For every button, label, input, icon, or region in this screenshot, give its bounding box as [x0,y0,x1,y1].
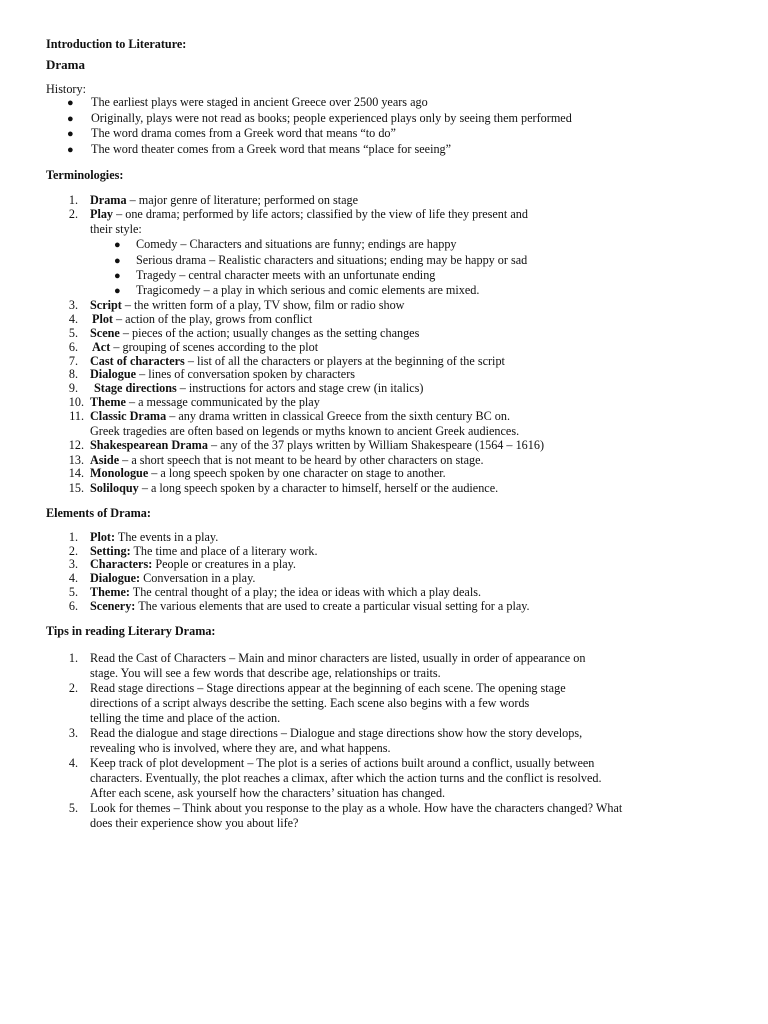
item-number: 5. [68,326,78,340]
play-type-text: Tragedy – central character meets with an unfortunate ending [136,268,436,282]
bullet-icon: ● [114,270,121,282]
tip-line: telling the time and place of the action. [90,711,281,725]
term: Plot: [90,530,116,544]
term-definition: – any of the 37 plays written by William Shakespeare (1564 – 1616) [210,438,544,452]
tip-line: directions of a script always describe the setting. Each scene also begins with a few words [90,696,530,710]
term: Soliloquy [90,481,139,495]
term-definition: – grouping of scenes according to the plot [113,340,319,354]
term-definition: – lines of conversation spoken by characters [139,367,356,381]
term-definition: – a long speech spoken by one character on stage to another. [151,466,446,480]
item-number: 8. [68,367,78,381]
item-number: 6. [68,340,78,354]
tips-heading: Tips in reading Literary Drama: [46,624,216,638]
history-label: History: [46,82,86,96]
item-number: 1. [68,651,78,665]
item-number: 13. [68,453,84,467]
tip-line: revealing who is involved, where they are, and what happens. [90,741,391,755]
tip-line: stage. You will see a few words that describe age, relationships or traits. [90,666,441,680]
tip-line: characters. Eventually, the plot reaches a climax, after which the action turns and the conflict is resolved. [90,771,602,785]
tip-line: Keep track of plot development – The plot is a series of actions built around a conflict, usually between [90,756,595,770]
tip-line: Read stage directions – Stage directions appear at the beginning of each scene. The opening stage [90,681,566,695]
item-number: 2. [68,207,78,221]
term: Play [90,207,114,221]
bullet-icon: ● [114,285,121,297]
item-number: 1. [68,530,78,544]
term-definition: – major genre of literature; performed on stage [129,193,359,207]
term: Script [90,298,122,312]
term: Stage directions [94,381,177,395]
term: Drama [90,193,127,207]
history-item-text: Originally, plays were not read as books; people experienced plays only by seeing them performed [91,111,572,125]
play-type-text: Tragicomedy – a play in which serious and comic elements are mixed. [136,283,480,297]
bullet-icon: ● [67,97,74,109]
item-number: 2. [68,681,78,695]
term: Scene [90,326,120,340]
term: Monologue [90,466,149,480]
term-definition: – a short speech that is not meant to be heard by other characters on stage. [122,453,484,467]
term: Scenery: [90,599,136,613]
tip-line: Read the dialogue and stage directions – Dialogue and stage directions show how the story develops, [90,726,583,740]
term-definition: – instructions for actors and stage crew (in italics) [179,381,424,395]
item-number: 11. [69,409,84,423]
term: Setting: [90,544,131,558]
term-definition: – a message communicated by the play [128,395,320,409]
term-definition: – any drama written in classical Greece from the sixth century BC on. [169,409,511,423]
term-definition: – pieces of the action; usually changes as the setting changes [122,326,420,340]
term: Characters: [90,557,153,571]
term-definition: – one drama; performed by life actors; classified by the view of life they present and [116,207,528,221]
item-number: 12. [68,438,84,452]
item-number: 7. [68,354,78,368]
tip-line: Read the Cast of Characters – Main and minor characters are listed, usually in order of appearance on [90,651,586,665]
item-number: 5. [68,585,78,599]
item-number: 4. [68,571,78,585]
course-title: Introduction to Literature: [46,37,187,51]
play-type-text: Serious drama – Realistic characters and situations; ending may be happy or sad [136,253,528,267]
item-number: 15. [68,481,84,495]
item-number: 4. [68,756,78,770]
term: Dialogue [90,367,137,381]
term-definition: The events in a play. [117,530,219,544]
item-number: 3. [68,726,78,740]
item-number: 9. [68,381,78,395]
history-item-text: The earliest plays were staged in ancient Greece over 2500 years ago [91,95,428,109]
bullet-icon: ● [67,113,74,125]
item-number: 3. [68,557,78,571]
elements-heading: Elements of Drama: [46,506,151,520]
item-number: 3. [68,298,78,312]
term: Cast of characters [90,354,185,368]
section-title: Drama [46,57,85,72]
bullet-icon: ● [67,128,74,140]
tip-line: After each scene, ask yourself how the characters’ situation has changed. [90,786,446,800]
bullet-icon: ● [67,144,74,156]
tip-line: does their experience show you about life? [90,816,299,830]
term: Act [92,340,111,354]
term: Plot [92,312,113,326]
item-number: 5. [68,801,78,815]
bullet-icon: ● [114,255,121,267]
term-definition: The time and place of a literary work. [133,544,318,558]
term-definition: – a long speech spoken by a character to himself, herself or the audience. [141,481,499,495]
term-definition: The various elements that are used to create a particular visual setting for a play. [138,599,530,613]
term-definition: Conversation in a play. [143,571,256,585]
item-number: 2. [68,544,78,558]
item-number: 1. [68,193,78,207]
term: Theme: [90,585,130,599]
item-number: 6. [68,599,78,613]
term-definition: The central thought of a play; the idea or ideas with which a play deals. [132,585,482,599]
term: Classic Drama [90,409,167,423]
term-definition: – list of all the characters or players at the beginning of the script [187,354,505,368]
term: Theme [90,395,126,409]
tip-line: Look for themes – Think about you response to the play as a whole. How have the characters changed? What [90,801,623,815]
item-number: 14. [68,466,84,480]
play-type-text: Comedy – Characters and situations are funny; endings are happy [136,237,457,251]
history-item-text: The word drama comes from a Greek word that means “to do” [91,126,396,140]
term: Dialogue: [90,571,141,585]
item-number: 10. [68,395,84,409]
term-definition-continued: their style: [90,222,142,236]
term-definition: – the written form of a play, TV show, film or radio show [124,298,405,312]
term-definition: – action of the play, grows from conflict [116,312,313,326]
bullet-icon: ● [114,239,121,251]
term: Shakespearean Drama [90,438,208,452]
term-definition-continued: Greek tragedies are often based on legends or myths known to ancient Greek audiences. [90,424,520,438]
term: Aside [90,453,120,467]
item-number: 4. [68,312,78,326]
history-item-text: The word theater comes from a Greek word that means “place for seeing” [91,142,452,156]
term-definition: People or creatures in a play. [155,557,296,571]
terminologies-heading: Terminologies: [46,168,124,182]
